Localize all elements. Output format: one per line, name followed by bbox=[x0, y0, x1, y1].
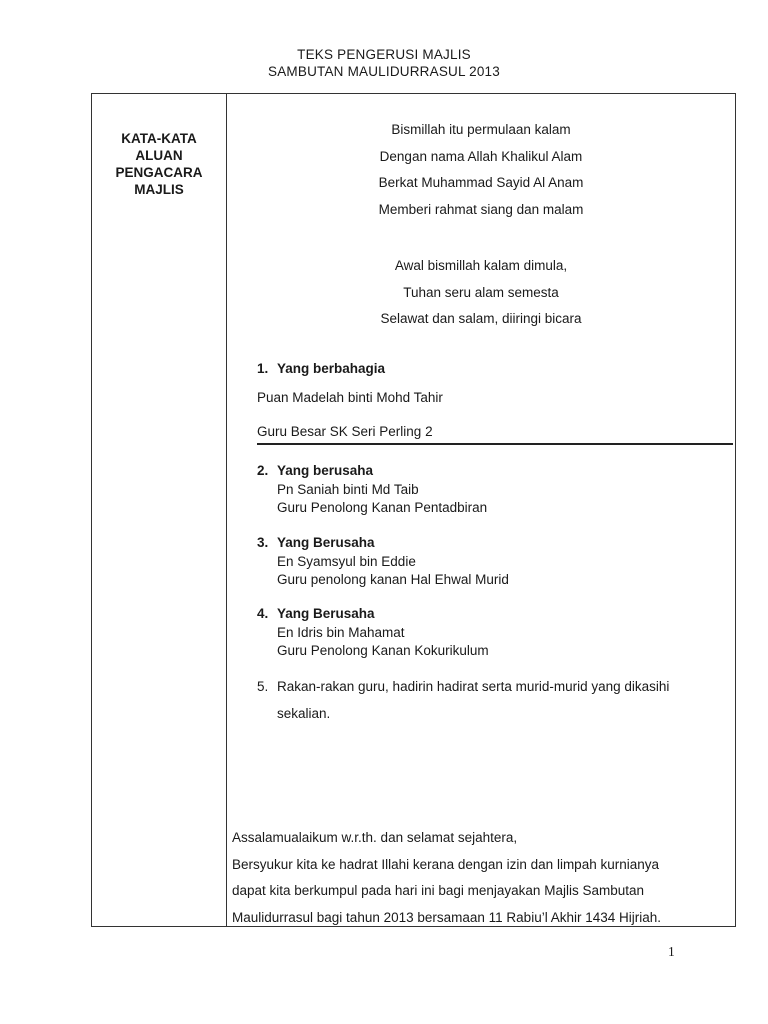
horizontal-rule bbox=[257, 443, 733, 445]
greeting-text-line: sekalian. bbox=[277, 706, 331, 721]
greeting-item-2 bbox=[257, 462, 487, 518]
greeting-item-1 bbox=[257, 359, 443, 441]
item-number: 5. bbox=[257, 679, 269, 694]
guest-role: Guru Besar SK Seri Perling 2 bbox=[257, 424, 433, 439]
item-number: 4. bbox=[257, 606, 269, 621]
document-header bbox=[0, 46, 768, 80]
poem-line: Selawat dan salam, diiringi bicara bbox=[380, 311, 582, 326]
poem-stanza-2 bbox=[227, 253, 735, 333]
poem-line: Berkat Muhammad Sayid Al Anam bbox=[378, 175, 584, 190]
poem-stanza-1 bbox=[227, 117, 735, 223]
greeting-text-line: Rakan-rakan guru, hadirin hadirat serta murid-murid yang dikasihi bbox=[277, 679, 670, 694]
section-label-line: ALUAN bbox=[135, 148, 183, 163]
guest-name: Puan Madelah binti Mohd Tahir bbox=[257, 390, 443, 405]
item-title: Yang Berusaha bbox=[277, 606, 375, 621]
page-number: 1 bbox=[668, 944, 675, 959]
item-title: Yang berbahagia bbox=[277, 361, 386, 376]
greeting-item-4 bbox=[257, 605, 489, 661]
poem-line: Tuhan seru alam semesta bbox=[403, 284, 559, 300]
poem-line: Dengan nama Allah Khalikul Alam bbox=[379, 148, 583, 164]
item-title: Yang Berusaha bbox=[277, 535, 375, 550]
poem-line: Bismillah itu permulaan kalam bbox=[391, 122, 571, 137]
poem-line: Awal bismillah kalam dimula, bbox=[394, 258, 568, 273]
greeting-heading bbox=[257, 534, 509, 553]
paragraph-line: dapat kita berkumpul pada hari ini bagi menjayakan Majlis Sambutan bbox=[232, 883, 644, 898]
guest-name: Pn Saniah binti Md Taib bbox=[277, 481, 419, 497]
paragraph-line: Bersyukur kita ke hadrat Illahi kerana dengan izin dan limpah kurnianya bbox=[232, 856, 659, 872]
guest-role: Guru Penolong Kanan Kokurikulum bbox=[277, 643, 489, 658]
script-table bbox=[91, 93, 736, 927]
poem-line: Memberi rahmat siang dan malam bbox=[378, 201, 584, 217]
greeting-heading bbox=[257, 359, 443, 379]
paragraph-line: Maulidurrasul bagi tahun 2013 bersamaan 11 Rabiu’l Akhir 1434 Hijriah. bbox=[232, 909, 662, 925]
item-title: Yang berusaha bbox=[277, 463, 374, 478]
greeting-item-3 bbox=[257, 534, 509, 590]
section-label-line: KATA-KATA bbox=[121, 131, 197, 146]
guest-role: Guru Penolong Kanan Pentadbiran bbox=[277, 500, 488, 515]
item-number: 3. bbox=[257, 535, 269, 550]
item-number: 2. bbox=[257, 463, 269, 478]
section-label-line: MAJLIS bbox=[134, 182, 184, 197]
script-content bbox=[227, 94, 735, 926]
greeting-item-5 bbox=[257, 673, 727, 727]
guest-name: En Idris bin Mahamat bbox=[277, 624, 405, 640]
document-subtitle: SAMBUTAN MAULIDURRASUL 2013 bbox=[268, 64, 500, 79]
opening-paragraph bbox=[232, 825, 732, 931]
greeting-heading bbox=[257, 462, 487, 481]
paragraph-line: Assalamualaikum w.r.th. dan selamat sejahtera, bbox=[232, 830, 518, 845]
document-title: TEKS PENGERUSI MAJLIS bbox=[297, 47, 471, 62]
item-number: 1. bbox=[257, 361, 269, 376]
section-label-line: PENGACARA bbox=[115, 165, 203, 180]
guest-name: En Syamsyul bin Eddie bbox=[277, 553, 416, 569]
guest-role: Guru penolong kanan Hal Ehwal Murid bbox=[277, 572, 509, 587]
greeting-heading bbox=[257, 605, 489, 624]
section-label bbox=[92, 130, 226, 198]
